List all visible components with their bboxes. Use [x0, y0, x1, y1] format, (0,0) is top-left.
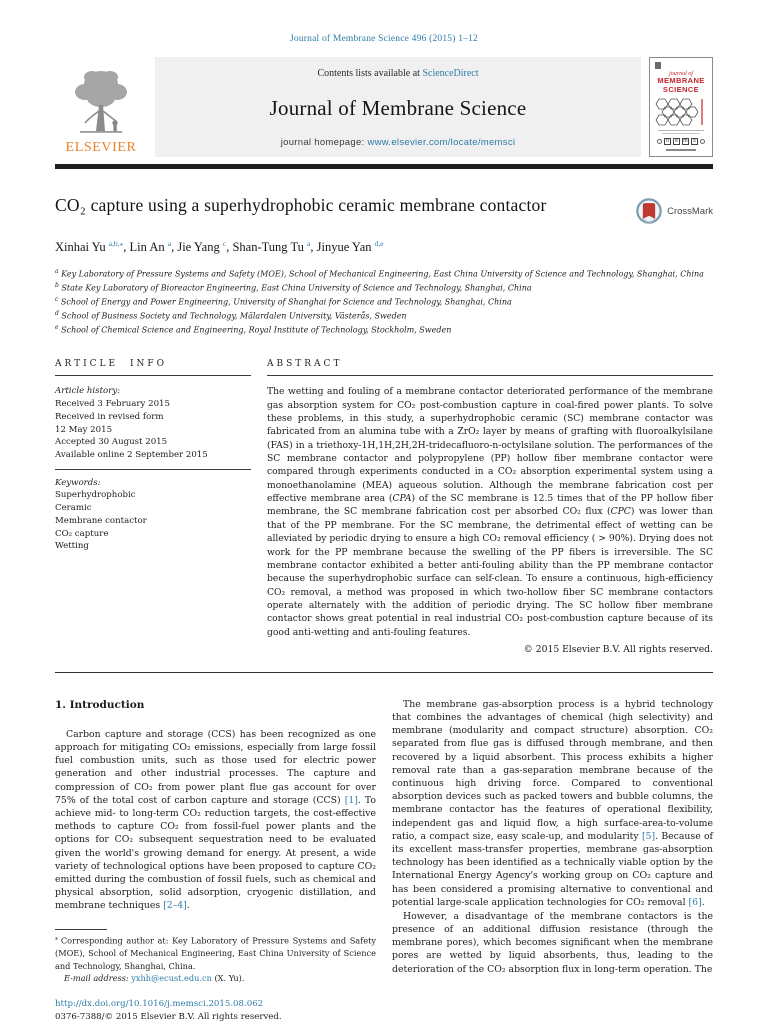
cover-footer-line — [666, 149, 696, 151]
article-info-column — [55, 359, 251, 655]
keyword: Wetting — [55, 541, 89, 552]
left-column — [55, 698, 376, 1024]
text-segment: . To achieve mid- to long-term CO₂ reduction targets, the cost-effective methods to capture CO₂ from fossil-fuel power plants and the options for CO₂ subsequent sequestration need to be evaluated given the world's growing demand for energy. At present, a wide variety of technological options have been proposed to capture CO₂ emitted during the combustion of fossil fuels, such as chemical and physical absorption, solid adsorption, cryogenic distillation, and membrane techniques — [55, 794, 376, 912]
crossmark-label: CrossMark — [667, 205, 713, 217]
text-segment: Xinhai Yu — [55, 240, 109, 255]
affiliation-marker: a — [55, 268, 59, 276]
introduction-heading: 1. Introduction — [55, 698, 145, 711]
footnote-rule — [55, 929, 107, 930]
keywords-label: Keywords: — [55, 477, 101, 488]
text-segment: , Jie Yang — [171, 240, 223, 255]
cover-society-logos — [657, 138, 705, 145]
doi-link[interactable]: http://dx.doi.org/10.1016/j.memsci.2015.08.062 — [55, 999, 264, 1010]
affiliation-item — [55, 323, 713, 337]
masthead-divider-bar — [55, 164, 713, 169]
issn-copyright-line: 0376-7388/© 2015 Elsevier B.V. All rights reserved. — [55, 1012, 282, 1023]
text-segment: , Lin An — [123, 240, 168, 255]
keyword: Membrane contactor — [55, 515, 147, 526]
corresponding-author-note — [55, 934, 376, 972]
affiliation-item — [55, 267, 713, 281]
rule — [55, 375, 251, 376]
affiliation-item — [55, 309, 713, 323]
history-line: Received in revised form — [55, 411, 164, 422]
text-segment: d,e — [374, 239, 384, 248]
elsevier-logo — [55, 57, 147, 157]
inline-link[interactable]: [5] — [641, 830, 656, 842]
keyword: Superhydrophobic — [55, 490, 136, 501]
contents-prefix: Contents lists available at — [317, 68, 423, 79]
text-segment: a,b,⁎ — [108, 239, 124, 248]
cover-title-science: SCIENCE — [662, 84, 700, 94]
contents-line — [163, 68, 633, 79]
text-segment: , Jinyue Yan — [310, 240, 375, 255]
homepage-url-link[interactable]: www.elsevier.com/locate/memsci — [367, 137, 516, 148]
abstract-column — [267, 359, 713, 655]
article-info-heading: ARTICLE INFO — [55, 359, 168, 370]
affiliation-marker: e — [55, 324, 59, 332]
affiliation-item — [55, 295, 713, 309]
cover-logo-letter: n — [664, 138, 671, 145]
introduction-paragraph — [55, 728, 376, 913]
article-history — [55, 385, 251, 461]
body-paragraph — [392, 698, 713, 909]
affiliation-text: School of Energy and Power Engineering, University of Shanghai for Science and Technology, Shanghai, China — [58, 297, 512, 307]
affiliation-item — [55, 281, 713, 295]
affiliation-marker: c — [55, 296, 59, 304]
sciencedirect-link[interactable]: ScienceDirect — [422, 68, 479, 79]
cover-logo-dot-icon — [700, 139, 705, 144]
inline-link[interactable]: [1] — [344, 794, 358, 806]
homepage-prefix: journal homepage: — [280, 137, 368, 148]
abstract-paragraph — [267, 385, 713, 639]
article-title: CO₂ capture using a superhydrophobic ceramic membrane contactor — [55, 195, 547, 215]
text-segment: c — [222, 239, 227, 248]
hexagon-molecule-pattern — [655, 98, 707, 126]
text-segment: a — [307, 239, 311, 248]
text-segment: . Because of its excellent mass-transfer properties, membrane gas-absorption technology has been identified as a technically viable option by the International Energy Agency's working group on CO₂ capture and has been considered a promising alternative to conventional and potential large-scale application technologies for CO₂ removal — [392, 830, 713, 908]
crossmark-badge[interactable] — [635, 197, 713, 225]
title-row — [55, 195, 713, 225]
text-segment: Carbon capture and storage (CCS) has been recognized as one approach for mitigating CO₂ emissions, especially from large fossil fuel combustion units, such as those used for electric power generation and other industrial processes. The capture and compression of CO₂ from power plant flue gas account for over 75% of the total cost of carbon capture and storage (CCS) — [55, 728, 376, 806]
affiliation-list — [55, 267, 713, 337]
masthead-journal-title: Journal of Membrane Science — [269, 95, 527, 120]
footer-block — [55, 998, 376, 1024]
homepage-line — [163, 137, 633, 148]
affiliation-marker: d — [55, 310, 59, 318]
cover-logo-letter: e — [673, 138, 680, 145]
text-segment: a — [167, 239, 172, 248]
cover-logo-letter: s — [691, 138, 698, 145]
text-segment: ) of the SC membrane is 12.5 times that of the PP hollow fiber membrane, the SC membrane fabrication cost per absorbed CO₂ flux ( — [267, 493, 713, 518]
email-link[interactable]: yxhh@ecust.edu.cn — [131, 973, 212, 984]
affiliation-marker: b — [55, 282, 59, 290]
affiliation-text: Key Laboratory of Pressure Systems and Safety (MOE), School of Mechanical Engineering, East China University of Science and Technology, Shanghai, China — [58, 269, 704, 279]
history-label: Article history: — [55, 386, 121, 397]
cover-logo-dot-icon — [657, 139, 662, 144]
history-line: Received 3 February 2015 — [55, 399, 170, 410]
affiliation-text: School of Business Society and Technology, Mälardalen University, Västerås, Sweden — [58, 311, 407, 321]
history-line: 12 May 2015 — [55, 424, 113, 435]
info-abstract-block — [55, 359, 713, 655]
footnote-block — [55, 929, 376, 984]
text-segment: CPA — [392, 493, 412, 505]
journal-masthead — [55, 57, 713, 157]
cover-tagline-line — [658, 130, 704, 131]
email-suffix: (X. Yu). — [211, 973, 245, 984]
text-segment: ) was lower than that of the PP membrane. For the SC membrane, the detrimental effect of wetting can be alleviated by periodic drying to ensure a high CO₂ removal efficiency ( > 90%). Drying does not work for the PP membrane because the swelling of the PP fibers is irreversible. The SC membrane contactor exhibited a better anti-fouling ability than the PP membrane contactor because the superhydrophobic surface can self-clean. To ensure a continuous, high-efficiency CO₂ removal, a method was proposed in which two-hollow fiber SC membrane contactors operate alternately with the addition of periodic drying. The SC hollow fiber membrane contactor shows great potential in real industrial CO₂ post-combustion capture because of its good anti-wetting and anti-fouling features. — [267, 506, 713, 638]
text-segment: . — [701, 896, 705, 908]
author-list — [55, 239, 713, 255]
rule — [267, 375, 713, 376]
keyword: CO₂ capture — [55, 528, 109, 539]
text-segment: The membrane gas-absorption process is a hybrid technology that combines the advantages of chemical (high selectivity) and membrane (modularity and compact structure) absorption. CO₂ separated from flue gas is diffused through membrane, and then recovered by a liquid absorbent. This process exhibits a higher removal rate than a gas-separation membrane because of the continuous high driving force. Compared to conventional absorption devices such as packed towers and bubble columns, the membrane contactor has the features of operational flexibility, independent gas and liquid flow, a high surface-area-to-volume ratio, a compact size, easy scale-up, and modularity — [392, 698, 713, 842]
article-body — [55, 698, 713, 1024]
masthead-center-panel — [155, 57, 641, 157]
cover-logo-letter: m — [683, 138, 688, 145]
crossmark-icon — [635, 197, 663, 225]
cover-crest-icon — [655, 62, 661, 69]
inline-link[interactable]: [6] — [688, 896, 702, 908]
rule — [55, 469, 251, 470]
abstract-heading: ABSTRACT — [267, 359, 343, 370]
section-divider-rule — [55, 672, 713, 673]
text-segment: Corresponding author at: Key Laboratory of Pressure Systems and Safety (MOE), School of Mechanical Engineering, East China University of Science and Technology, Shanghai, China. — [55, 936, 376, 971]
email-label: E-mail address: — [64, 973, 132, 984]
copyright-line: © 2015 Elsevier B.V. All rights reserved. — [523, 643, 713, 655]
history-line: Accepted 30 August 2015 — [55, 437, 168, 448]
elsevier-wordmark: ELSEVIER — [65, 140, 137, 155]
cover-tagline-line2 — [662, 133, 700, 134]
text-segment: . — [186, 900, 190, 912]
text-segment: CPC — [610, 506, 631, 518]
running-head-citation[interactable]: Journal of Membrane Science 496 (2015) 1–12 — [290, 34, 478, 44]
journal-cover-thumbnail[interactable] — [649, 57, 713, 157]
text-segment: ⁎ — [55, 935, 61, 943]
text-segment: The wetting and fouling of a membrane contactor deteriorated performance of the membrane gas absorption system for CO₂ post-combustion capture in coal-fired power plants. To solve these problems, in this study, a superhydrophobic ceramic (SC) membrane contactor was fabricated from an alumina tube with a ZrO₂ layer by means of grafting with fluoroalkylsilane (FAS) in a triethoxy-1H,1H,2H,2H-tridecafluoro-n-octylsilane solution. The performances of the SC membrane contactor and polypropylene (PP) hollow fiber membrane contactor were compared through experiments conducted in a CO₂ absorption experimental system using a monoethanolamine (MEA) aqueous solution. Although the membrane fabrication cost per effective membrane area ( — [267, 386, 713, 505]
affiliation-text: State Key Laboratory of Bioreactor Engineering, East China University of Science and Technology, Shanghai, China — [58, 283, 532, 293]
right-column — [392, 698, 713, 1024]
inline-link[interactable]: [2–4] — [163, 900, 187, 912]
elsevier-tree-icon — [70, 65, 132, 139]
cover-journal-of: journal of — [669, 71, 693, 77]
cover-title-membrane: MEMBRANE — [657, 76, 705, 85]
email-line — [55, 972, 376, 984]
affiliation-text: School of Chemical Science and Engineering, Royal Institute of Technology, Stockholm, Sweden — [58, 326, 452, 335]
keyword: Ceramic — [55, 503, 92, 514]
text-segment: , Shan-Tung Tu — [226, 240, 308, 255]
keywords-list — [55, 477, 251, 553]
body-paragraph: However, a disadvantage of the membrane contactors is the presence of an additional diffusion resistance (through the membrane pores), which becomes significant when the membrane pores are wetted by liquid absorbents, thus, leading to the deterioration of the CO₂ absorption flux in long-term operation. The — [392, 910, 713, 975]
history-line: Available online 2 September 2015 — [55, 449, 208, 460]
